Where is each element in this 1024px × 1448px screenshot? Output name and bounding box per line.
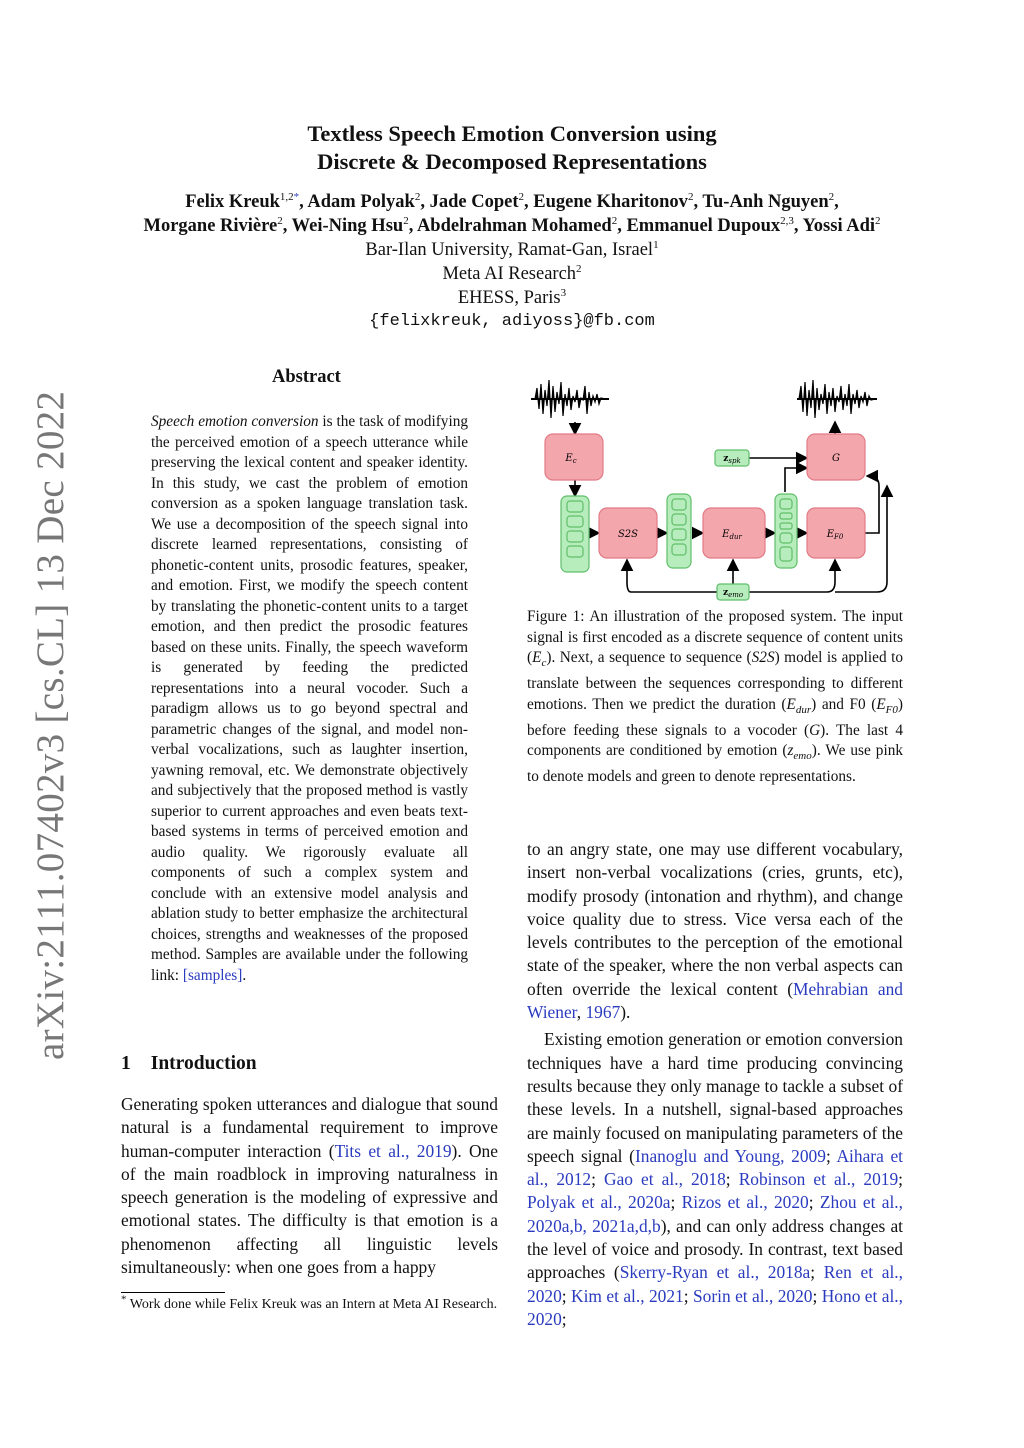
arxiv-watermark: arXiv:2111.07402v3 [cs.CL] 13 Dec 2022: [29, 390, 72, 1060]
citation-link[interactable]: Inanoglu and Young, 2009: [634, 1145, 826, 1166]
intro-paragraph-1: [121, 1093, 498, 1279]
author-list: [0, 190, 1024, 238]
affiliation-2: [0, 262, 1024, 286]
affiliation-text: Meta AI Research: [442, 264, 577, 284]
output-waveform-icon: [797, 380, 877, 418]
paragraph: [527, 838, 903, 1024]
intro-text: ). One of the main roadblock in improving naturalness in speech generation is the modeling of expressive and emotional states. The difficulty is that emotion is a phenomenon affecting all linguistic levels simultaneously: when one goes from a happy: [121, 1140, 498, 1278]
svg-text:zspk: $z_{spk}$: [723, 454, 741, 465]
affiliation-sup: 1: [653, 238, 659, 251]
citation-sep: ;: [810, 1262, 824, 1283]
svg-text:Ec: $E_c$: [565, 453, 577, 465]
section-number: 1: [121, 1053, 131, 1074]
math-sub: dur: [795, 703, 812, 716]
author-name: Abdelrahman Mohamed: [416, 216, 612, 236]
caption-text: ). We use pink to denote models and green to denote representations.: [527, 742, 904, 786]
affiliation-3: [0, 286, 1024, 310]
author-name: Yossi Adi: [802, 216, 875, 236]
citation-sep: ;: [561, 1285, 572, 1306]
affiliation-text: EHESS, Paris: [457, 288, 561, 308]
citation-link[interactable]: Hono et al., 2020: [527, 1285, 904, 1329]
body-text: ).: [620, 1002, 631, 1023]
paper-title: [0, 120, 1024, 176]
samples-link[interactable]: [samples]: [182, 966, 243, 984]
citation-sep: ;: [725, 1169, 739, 1190]
zemo-embedding: [717, 584, 749, 600]
math-s2s: S2S: [751, 649, 775, 667]
citation-sep: ;: [812, 1285, 822, 1306]
citation-link[interactable]: Ren et al., 2020: [527, 1262, 903, 1306]
citation-link[interactable]: Polyak et al., 2020a: [527, 1192, 671, 1213]
author-line-1: Felix Kreuk$^{1,2*}$, Adam Polyak$^2$, Jade Copet$^2$, Eugene Kharitonov$^2$, Tu-Anh Nguyen$^2$,: [185, 190, 839, 212]
caption-text: ) before feeding these signals to a vocoder (: [527, 695, 904, 739]
svg-text:Edur: $E_{dur}$: [722, 529, 742, 541]
footnote-mark: *: [293, 190, 300, 203]
affiliation-1: [0, 238, 1024, 262]
abstract-lead: Speech emotion conversion: [151, 413, 319, 430]
author-affil-sup: 2: [277, 214, 283, 227]
intro-text: Generating spoken utterances and dialogue that sound natural is a fundamental requirement to improve human-computer interaction (: [121, 1094, 498, 1161]
citation-link[interactable]: Robinson et al., 2019: [738, 1169, 899, 1190]
svg-text:EF0: $E_{F0}$: [826, 529, 844, 541]
citation-link[interactable]: Rizos et al., 2020: [681, 1192, 809, 1213]
citation-sep: ,: [576, 1002, 586, 1023]
author-name: Felix Kreuk: [185, 192, 280, 212]
section-title: Introduction: [150, 1053, 257, 1074]
math-ec: E: [532, 649, 542, 667]
abstract-end: .: [242, 966, 247, 984]
citation-link[interactable]: Skerry-Ryan et al., 2018a: [619, 1262, 811, 1283]
input-waveform-icon: [531, 380, 609, 418]
math-g: G: [809, 721, 821, 739]
svg-text:G: G: [832, 453, 840, 464]
citation-sep: ;: [683, 1285, 693, 1306]
author-name: Emmanuel Dupoux: [626, 216, 781, 236]
author-name: Morgane Rivière: [143, 216, 278, 236]
caption-text: ) and F0 (: [811, 695, 877, 713]
author-affil-sup: 1,2: [279, 190, 294, 203]
author-affil-sup: 2: [611, 214, 618, 227]
section-heading-introduction: [121, 1053, 257, 1075]
math-sub: c: [541, 657, 547, 670]
citation-link[interactable]: Mehrabian and Wiener: [527, 978, 903, 1023]
author-name: Wei-Ning Hsu: [291, 216, 404, 236]
footnote: [121, 1293, 501, 1314]
title-line-1: Textless Speech Emotion Conversion using: [307, 121, 717, 146]
author-line-2: Morgane Rivière$^2$, Wei-Ning Hsu$^2$, Abdelrahman Mohamed$^2$, Emmanuel Dupoux$^{2,3}$, Yossi Adi$^2$: [143, 214, 881, 236]
abstract-body: [151, 412, 468, 986]
footnote-rule: [121, 1292, 225, 1293]
citation-sep: ;: [591, 1169, 605, 1190]
affiliation-sup: 3: [560, 286, 567, 299]
caption-text: ). The last 4 components are conditioned by emotion (: [527, 721, 903, 760]
affiliation-sup: 2: [576, 262, 582, 275]
author-affil-sup: 2: [875, 214, 881, 227]
author-affil-sup: 2,3: [780, 214, 794, 227]
body-text: Existing emotion generation or emotion conversion techniques have a hard time producing convincing results because they only manage to tackle a subset of these levels. In a nutshell, signal-based approaches are mainly focused on manipulating parameters of the speech signal (: [527, 1029, 903, 1166]
citation-link[interactable]: Gao et al., 2018: [604, 1169, 726, 1190]
author-name: Jade Copet: [429, 192, 519, 212]
figure-1-caption: [527, 607, 903, 788]
caption-text: ). Next, a sequence to sequence (: [546, 649, 752, 667]
svg-text:zemo: $z_{emo}$: [722, 588, 744, 599]
model-box-edur: [703, 508, 765, 558]
paragraph: [527, 1028, 903, 1331]
author-affil-sup: 2: [518, 190, 524, 203]
duration-units-stack: [775, 494, 797, 568]
author-affil-sup: 2: [687, 190, 694, 203]
body-text: ), and can only address changes at the level of voice and prosody. In contrast, text based approaches (: [527, 1215, 903, 1283]
figure-1-diagram: [527, 376, 907, 602]
citation-sep: ;: [808, 1192, 820, 1213]
citation-link[interactable]: Sorin et al., 2020: [693, 1285, 813, 1306]
zspk-embedding: [715, 450, 749, 466]
author-name: Eugene Kharitonov: [533, 192, 688, 212]
body-text: ;: [561, 1308, 567, 1329]
caption-text: ) model is applied to translate between the sequences corresponding to different emotions. Then we predict the duration (: [527, 649, 903, 713]
citation-link[interactable]: Aihara et al., 2012: [527, 1145, 904, 1190]
contact-email: {felixkreuk, adiyoss}@fb.com: [369, 312, 655, 331]
citation-sep: ;: [670, 1192, 682, 1213]
body-text: to an angry state, one may use different vocabulary, insert non-verbal vocalizations (cries, grunts, etc), modify prosody (intonation and rhythm), and change voice quality due to stress. Vice versa each of the levels contributes to the perception of the emotional state of the speaker, where the non verbal aspects can often override the lexical content (: [527, 839, 903, 999]
citation-sep: ;: [825, 1145, 837, 1166]
math-edur: E: [786, 695, 796, 713]
abstract-text: is the task of modifying the perceived emotion of a speech utterance while preserving the lexical content and speaker identity. In this study, we cast the problem of emotion conversion as a spoken language translation task. We use a decomposition of the speech signal into discrete learned representations, consisting of phonetic-content units, prosodic features, speaker, and emotion. First, we modify the speech content by translating the phonetic-content units to a target emotion, and then predict the prosodic features based on these units. Finally, the speech waveform is generated by feeding the predicted representations into a neural vocoder. Such a paradigm allows us to go beyond spectral and parametric changes of the signal, and model non-verbal vocalizations, such as laughter insertion, yawning removal, etc. We demonstrate objectively and subjectively that the proposed method is vastly superior to current approaches and even beats text-based systems in terms of perceived emotion and audio quality. We rigorously evaluate all components of such a complex system and conclude with an extensive model analysis and ablation study to better emphasize the architectural choices, strengths and weaknesses of the proposed method. Samples are available under the following link:: [151, 413, 468, 984]
author-affil-sup: 2: [828, 190, 835, 203]
math-sub: emo: [793, 750, 812, 763]
affiliation-text: Bar-Ilan University, Ramat-Gan, Israel: [365, 240, 654, 260]
svg-text:S2S: S2S: [617, 529, 639, 540]
title-line-2: Discrete & Decomposed Representations: [317, 149, 707, 174]
right-column-text: [527, 838, 903, 1335]
author-affil-sup: 2: [414, 190, 421, 203]
model-box-ef0: [807, 508, 865, 558]
model-box-s2s: [599, 508, 657, 558]
abstract-heading: Abstract: [272, 367, 341, 387]
arrow-ef0-g: [865, 476, 879, 533]
model-box-ec: [545, 434, 603, 480]
author-affil-sup: 2: [403, 214, 409, 227]
content-units-stack: [561, 496, 589, 572]
math-ef0: E: [876, 695, 886, 713]
model-box-g: [807, 434, 865, 480]
author-name: Tu-Anh Nguyen: [702, 192, 829, 212]
citation-link[interactable]: Zhou et al., 2020a,b, 2021a,d,b: [527, 1192, 903, 1236]
caption-text: Figure 1: An illustration of the proposed system. The input signal is first encoded as a discrete sequence of content units (: [527, 608, 903, 667]
footnote-mark: *: [121, 1293, 127, 1306]
citation-sep: ;: [898, 1169, 903, 1190]
author-name: Adam Polyak: [307, 192, 415, 212]
math-sub: F0: [885, 703, 898, 716]
arrow-units-g: [785, 468, 807, 492]
citation-link[interactable]: Tits et al., 2019: [334, 1140, 452, 1161]
citation-link[interactable]: Kim et al., 2021: [571, 1285, 684, 1306]
affiliations: [0, 238, 1024, 334]
math-zemo: z: [787, 742, 794, 760]
translated-units-stack: [667, 494, 691, 568]
citation-link[interactable]: 1967: [585, 1002, 621, 1023]
footnote-text: Work done while Felix Kreuk was an Intern at Meta AI Research.: [126, 1297, 498, 1312]
